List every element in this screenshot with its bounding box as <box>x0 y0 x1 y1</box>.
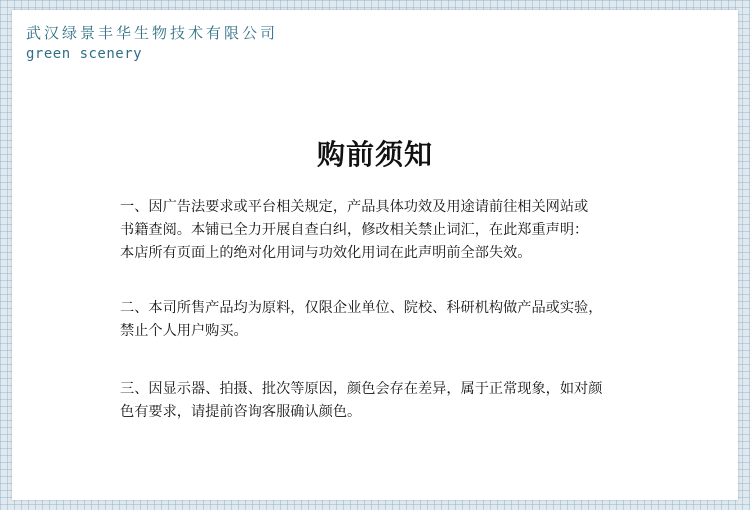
company-name: 武汉绿景丰华生物技术有限公司 <box>26 24 279 42</box>
notice-paragraph-1: 一、因广告法要求或平台相关规定，产品具体功效及用途请前往相关网站或 书籍查阅。本铺已全力开展自查白纠，修改相关禁止词汇，在此郑重声明： 本店所有页面上的绝对化用词与功效化用词在此声明前全部失效。 <box>120 199 589 261</box>
company-english-name: green scenery <box>26 46 143 62</box>
notice-title: 购前须知 <box>316 138 433 171</box>
notice-card <box>12 10 738 500</box>
notice-paragraph-3: 三、因显示器、拍摄、批次等原因，颜色会存在差异，属于正常现象，如对颜 色有要求，请提前咨询客服确认颜色。 <box>120 381 603 420</box>
notice-paragraph-2: 二、本司所售产品均为原料，仅限企业单位、院校、科研机构做产品或实验， 禁止个人用户购买。 <box>120 300 603 339</box>
